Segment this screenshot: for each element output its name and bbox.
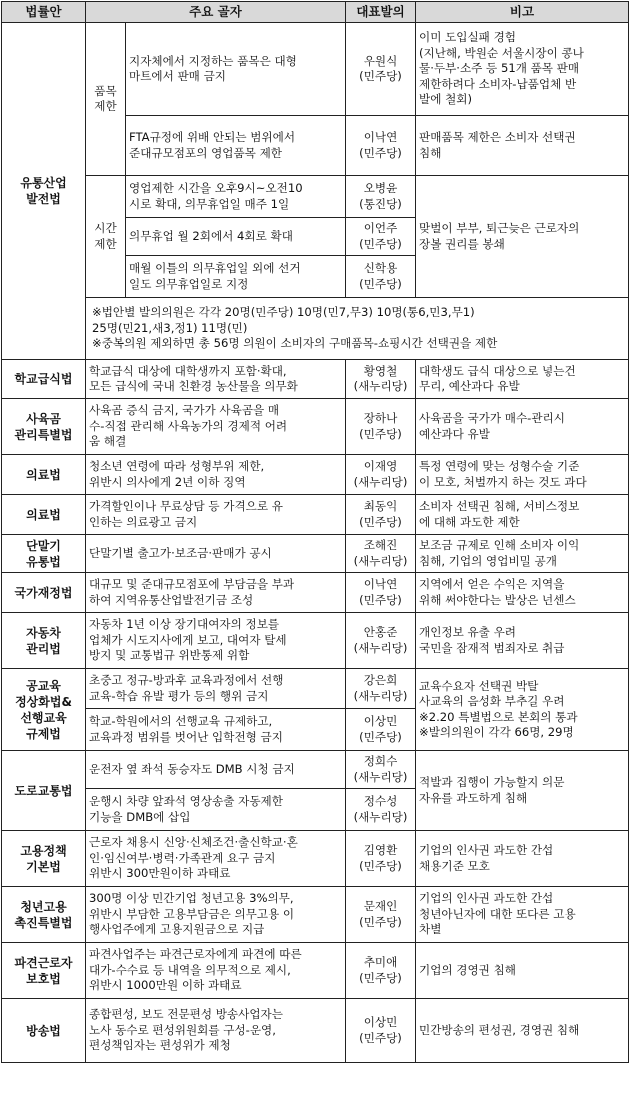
law-name: 자동차 관리법 <box>2 613 86 669</box>
sponsor: 김영환 (민주당) <box>346 831 416 887</box>
table-row <box>2 751 629 789</box>
bill-content: 파견사업주는 파견근로자에게 파견에 따른 대가-수수료 등 내역을 의무적으로 제시, 위반시 1000만원 이하 과태료 <box>86 943 346 999</box>
header-remark: 비고 <box>416 2 629 23</box>
subgroup-label: 시간 제한 <box>86 176 126 298</box>
sponsor: 황영철 (새누리당) <box>346 360 416 399</box>
sponsor: 안홍준 (새누리당) <box>346 613 416 669</box>
table-row <box>2 535 629 573</box>
remark: 맞벌이 부부, 퇴근늦은 근로자의 장볼 권리를 봉쇄 <box>416 176 629 298</box>
table-row <box>2 298 629 360</box>
sponsor: 정수성 (새누리당) <box>346 789 416 831</box>
bill-content: 자동차 1년 이상 장기대여자의 정보를 업체가 시도지사에게 보고, 대여자 탈세 방지 및 교통법규 위반통제 위함 <box>86 613 346 669</box>
bill-content: 가격할인이나 무료상담 등 가격으로 유 인하는 의료광고 금지 <box>86 495 346 535</box>
sponsor: 장하나 (민주당) <box>346 399 416 455</box>
bill-content: 초중고 정규-방과후 교육과정에서 선행 교육-학습 유발 평가 등의 행위 금지 <box>86 669 346 709</box>
law-name: 의료법 <box>2 495 86 535</box>
header-content: 주요 골자 <box>86 2 346 23</box>
remark: 교육수요자 선택권 박탈 사교육의 음성화 부추길 우려 ※2.20 특별법으로 본회의 통과 ※발의의원이 각각 66명, 29명 <box>416 669 629 751</box>
header-law: 법률안 <box>2 2 86 23</box>
sponsor: 이낙연 (민주당) <box>346 116 416 176</box>
table-row <box>2 573 629 613</box>
table-row <box>2 887 629 943</box>
sponsor: 오병윤 (통진당) <box>346 176 416 218</box>
bill-content: 단말기별 출고가·보조금·판매가 공시 <box>86 535 346 573</box>
law-name: 공교육 정상화법& 선행교육 규제법 <box>2 669 86 751</box>
table-row <box>2 613 629 669</box>
remark: 지역에서 얻은 수익은 지역을 위해 써야한다는 발상은 넌센스 <box>416 573 629 613</box>
remark: 민간방송의 편성권, 경영권 침해 <box>416 999 629 1063</box>
remark: 기업의 인사권 과도한 간섭 청년아닌자에 대한 또다른 고용 차별 <box>416 887 629 943</box>
bill-content: 영업제한 시간을 오후9시~오전10 시로 확대, 의무휴업일 매주 1일 <box>126 176 346 218</box>
remark: 개인정보 유출 우려 국민을 잠재적 범죄자로 취급 <box>416 613 629 669</box>
remark: 판매품목 제한은 소비자 선택권 침해 <box>416 116 629 176</box>
header-sponsor: 대표발의 <box>346 2 416 23</box>
sponsor: 강은희 (새누리당) <box>346 669 416 709</box>
bill-content: 종합편성, 보도 전문편성 방송사업자는 노사 동수로 편성위원회를 구성-운영, 편성책임자는 편성위가 제청 <box>86 999 346 1063</box>
sponsor: 이재영 (새누리당) <box>346 455 416 495</box>
table-row <box>2 669 629 709</box>
table-row <box>2 943 629 999</box>
table-row <box>2 831 629 887</box>
sponsor: 정희수 (새누리당) <box>346 751 416 789</box>
sponsor: 우원식 (민주당) <box>346 23 416 116</box>
law-name: 학교급식법 <box>2 360 86 399</box>
bill-content: 사육곰 증식 금지, 국가가 사육곰을 매 수-직접 관리해 사육농가의 경제적 어려 움 해결 <box>86 399 346 455</box>
remark: 기업의 인사권 과도한 간섭 채용기준 모호 <box>416 831 629 887</box>
table-row <box>2 455 629 495</box>
law-name: 국가재정법 <box>2 573 86 613</box>
remark: 대학생도 급식 대상으로 넣는건 무리, 예산과다 유발 <box>416 360 629 399</box>
table-row <box>2 23 629 116</box>
remark: 사육곰을 국가가 매수-관리시 예산과다 유발 <box>416 399 629 455</box>
law-name: 고용정책 기본법 <box>2 831 86 887</box>
bill-content: 지자체에서 지정하는 품목은 대형 마트에서 판매 금지 <box>126 23 346 116</box>
bill-content: 300명 이상 민간기업 청년고용 3%의무, 위반시 부담한 고용부담금은 의무고용 이 행사업주에게 고용지원금으로 지급 <box>86 887 346 943</box>
sponsor: 조해진 (새누리당) <box>346 535 416 573</box>
bill-content: 근로자 채용시 신앙·신체조건·출신학교·혼 인·임신여부·병력·가족관계 요구 금지 위반시 300만원이하 과태료 <box>86 831 346 887</box>
remark: 소비자 선택권 침해, 서비스정보 에 대해 과도한 제한 <box>416 495 629 535</box>
footnote: ※법안별 발의의원은 각각 20명(민주당) 10명(민7,무3) 10명(통6,민3,무1) 25명(민21,새3,정1) 11명(민) ※중복의원 제외하면 총 56명 의원이 소비자의 구매품목-쇼핑시간 선택권을 제한 <box>86 298 629 360</box>
bill-content: FTA규정에 위배 안되는 범위에서 준대규모점포의 영업품목 제한 <box>126 116 346 176</box>
bill-content: 학교급식 대상에 대학생까지 포함·확대, 모든 급식에 국내 친환경 농산물을 의무화 <box>86 360 346 399</box>
law-name: 사육곰 관리특별법 <box>2 399 86 455</box>
bill-content: 대규모 및 준대규모점포에 부담금을 부과 하여 지역유통산업발전기금 조성 <box>86 573 346 613</box>
table-row <box>2 360 629 399</box>
remark: 보조금 규제로 인해 소비자 이익 침해, 기업의 영업비밀 공개 <box>416 535 629 573</box>
sponsor: 이언주 (민주당) <box>346 218 416 256</box>
remark: 특정 연령에 맞는 성형수술 기준 이 모호, 처벌까지 하는 것도 과다 <box>416 455 629 495</box>
sponsor: 최동익 (민주당) <box>346 495 416 535</box>
sponsor: 이낙연 (민주당) <box>346 573 416 613</box>
bill-content: 의무휴업 월 2회에서 4회로 확대 <box>126 218 346 256</box>
bills-table <box>1 1 629 1063</box>
table-row <box>2 176 629 218</box>
law-name: 단말기 유통법 <box>2 535 86 573</box>
sponsor: 신학용 (민주당) <box>346 256 416 298</box>
law-name: 유통산업 발전법 <box>2 23 86 360</box>
sponsor: 이상민 (민주당) <box>346 709 416 751</box>
law-name: 파견근로자 보호법 <box>2 943 86 999</box>
bill-content: 학교-학원에서의 선행교육 규제하고, 교육과정 범위를 벗어난 입학전형 금지 <box>86 709 346 751</box>
law-name: 의료법 <box>2 455 86 495</box>
table-row <box>2 999 629 1063</box>
remark: 이미 도입실패 경험 (지난해, 박원순 서울시장이 콩나 물·두부·소주 등 51개 품목 판매 제한하려다 소비자-납품업체 반 발에 철회) <box>416 23 629 116</box>
subgroup-label: 품목 제한 <box>86 23 126 176</box>
remark: 적발과 집행이 가능할지 의문 자유를 과도하게 침해 <box>416 751 629 831</box>
bill-content: 운행시 차량 앞좌석 영상송출 자동제한 기능을 DMB에 삽입 <box>86 789 346 831</box>
bill-content: 매월 이틀의 의무휴업일 외에 선거 일도 의무휴업일로 지정 <box>126 256 346 298</box>
bill-content: 운전자 옆 좌석 동승자도 DMB 시청 금지 <box>86 751 346 789</box>
law-name: 방송법 <box>2 999 86 1063</box>
sponsor: 문재인 (민주당) <box>346 887 416 943</box>
bill-content: 청소년 연령에 따라 성형부위 제한, 위반시 의사에게 2년 이하 징역 <box>86 455 346 495</box>
table-row <box>2 495 629 535</box>
table-row <box>2 399 629 455</box>
header-row <box>2 2 629 23</box>
law-name: 도로교통법 <box>2 751 86 831</box>
sponsor: 추미애 (민주당) <box>346 943 416 999</box>
law-name: 청년고용 촉진특별법 <box>2 887 86 943</box>
remark: 기업의 경영권 침해 <box>416 943 629 999</box>
sponsor: 이상민 (민주당) <box>346 999 416 1063</box>
